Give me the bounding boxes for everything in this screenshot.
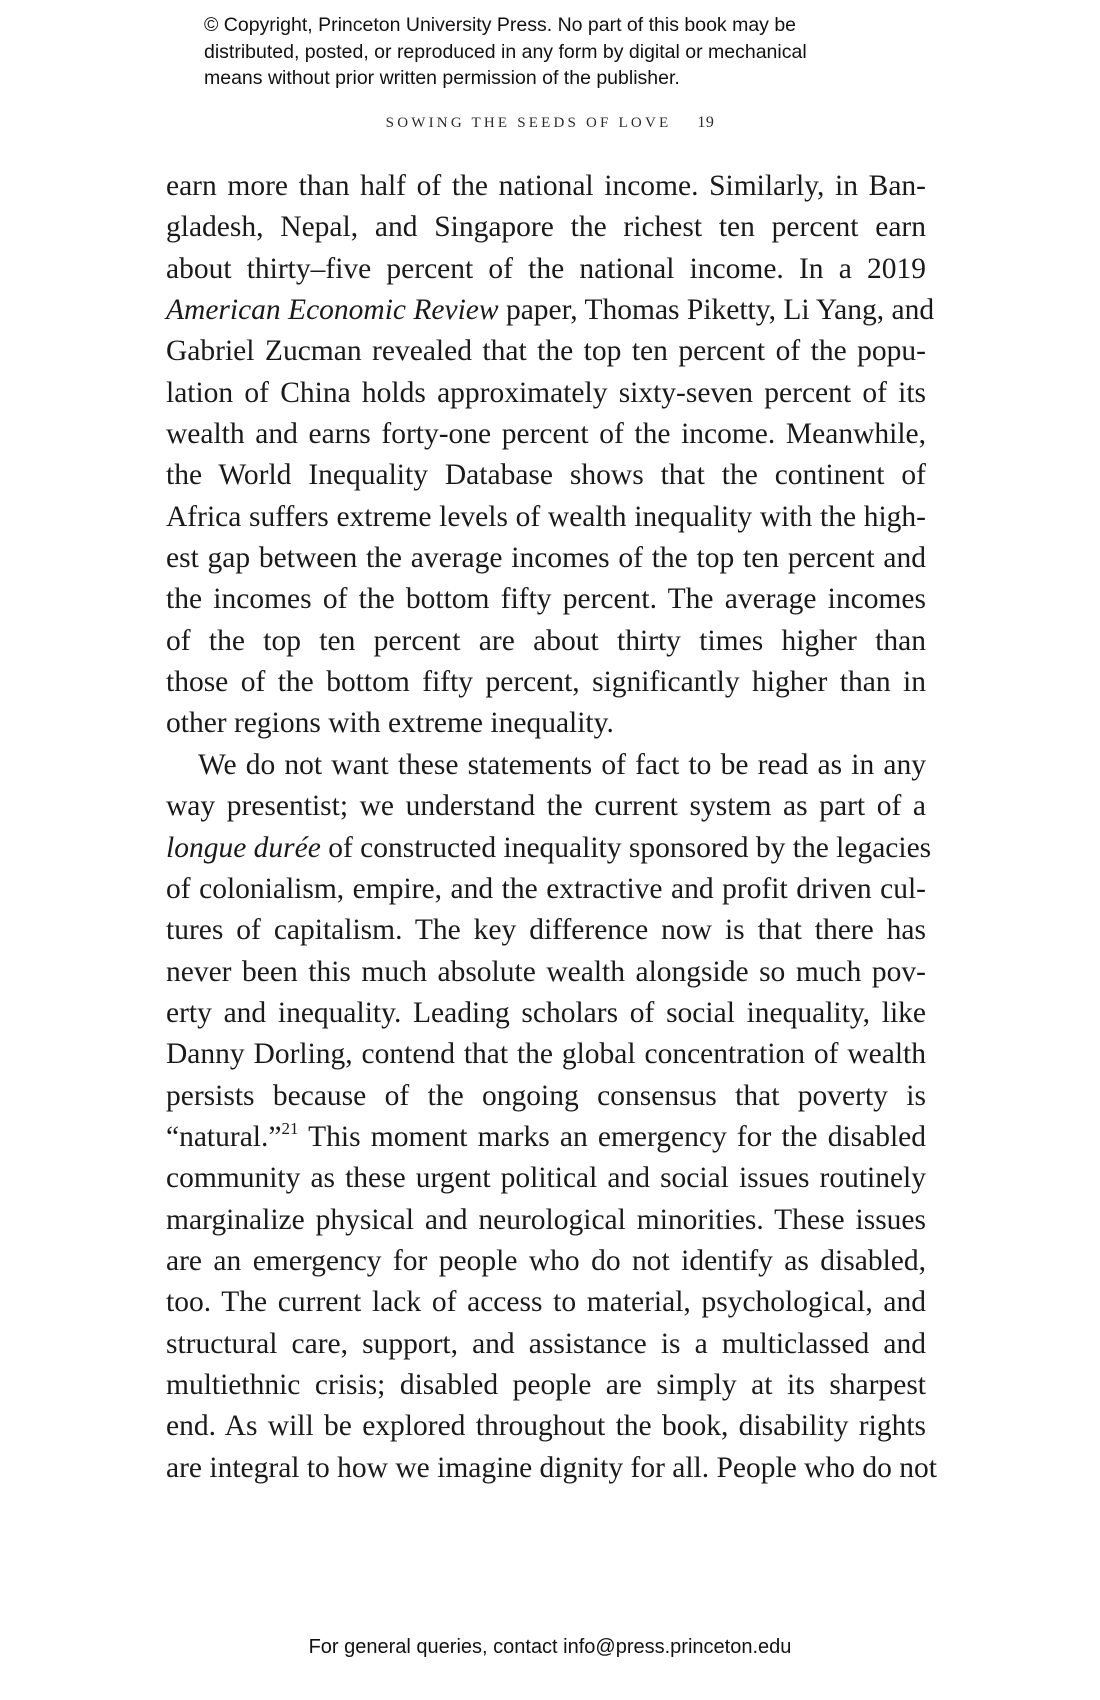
- text-line: Africa suffers extreme levels of wealth inequality with the high-: [166, 500, 926, 533]
- text-line: structural care, support, and assistance is a multiclassed and: [166, 1327, 926, 1360]
- text-line: multiethnic crisis; disabled people are simply at its sharpest: [166, 1368, 926, 1401]
- text-line: [166, 290, 935, 331]
- text-span: This moment marks an emergency for the disabled: [308, 1120, 927, 1153]
- text-line: community as these urgent political and social issues routinely: [166, 1162, 926, 1195]
- text-line: of colonialism, empire, and the extractive and profit driven cul-: [166, 872, 926, 905]
- text-line: lation of China holds approximately sixty-seven percent of its: [166, 376, 926, 409]
- copyright-notice: [204, 12, 944, 92]
- running-head: [0, 114, 1100, 132]
- text-line: too. The current lack of access to material, psychological, and: [166, 1286, 926, 1319]
- copyright-line: means without prior written permission of the publisher.: [204, 67, 680, 89]
- text-line: the World Inequality Database shows that the continent of: [166, 459, 926, 492]
- text-line: est gap between the average incomes of the top ten percent and: [166, 542, 926, 575]
- body-text: [166, 166, 937, 1489]
- text-line: [166, 1117, 926, 1158]
- text-line: [166, 828, 932, 869]
- text-span: “natural.”: [166, 1120, 282, 1153]
- footer-contact: For general queries, contact info@press.princeton.edu: [308, 1636, 792, 1658]
- copyright-line: © Copyright, Princeton University Press. No part of this book may be: [204, 14, 797, 36]
- page-number: 19: [697, 114, 715, 131]
- text-line: way presentist; we understand the current system as part of a: [166, 790, 926, 823]
- text-line: gladesh, Nepal, and Singapore the richest ten percent earn: [166, 211, 926, 244]
- text-line: about thirty–five percent of the national income. In a 2019: [166, 252, 926, 285]
- text-span: paper, Thomas Piketty, Li Yang, and: [505, 294, 935, 327]
- text-line: never been this much absolute wealth alongside so much pov-: [166, 955, 926, 988]
- text-line: of the top ten percent are about thirty times higher than: [166, 624, 926, 657]
- journal-title: American Economic Review: [166, 294, 499, 327]
- text-line: earn more than half of the national income. Similarly, in Ban-: [166, 170, 926, 202]
- text-span: of constructed inequality sponsored by the legacies: [328, 831, 932, 864]
- text-line: tures of capitalism. The key difference now is that there has: [166, 914, 926, 947]
- text-line: wealth and earns forty-one percent of the income. Meanwhile,: [166, 418, 926, 451]
- text-line: erty and inequality. Leading scholars of social inequality, like: [166, 996, 926, 1029]
- text-line: are an emergency for people who do not identify as disabled,: [166, 1244, 926, 1277]
- text-line: We do not want these statements of fact to be read as in any: [198, 748, 926, 781]
- running-head-title: SOWING THE SEEDS OF LOVE: [385, 115, 672, 131]
- text-line: the incomes of the bottom fifty percent. The average incomes: [166, 583, 926, 616]
- text-line: end. As will be explored throughout the book, disability rights: [166, 1410, 926, 1443]
- text-line: other regions with extreme inequality.: [166, 707, 614, 740]
- text-line: Gabriel Zucman revealed that the top ten percent of the popu-: [166, 335, 926, 368]
- text-line: are integral to how we imagine dignity for all. People who do not: [166, 1451, 937, 1484]
- text-line: those of the bottom fifty percent, significantly higher than in: [166, 666, 926, 699]
- copyright-line: distributed, posted, or reproduced in any form by digital or mechanical: [204, 40, 807, 63]
- footnote-ref: 21: [281, 1118, 299, 1138]
- text-line: persists because of the ongoing consensus that poverty is: [166, 1079, 926, 1112]
- text-line: Danny Dorling, contend that the global concentration of wealth: [166, 1038, 926, 1071]
- text-line: marginalize physical and neurological minorities. These issues: [166, 1203, 926, 1236]
- italic-phrase: longue durée: [166, 831, 321, 864]
